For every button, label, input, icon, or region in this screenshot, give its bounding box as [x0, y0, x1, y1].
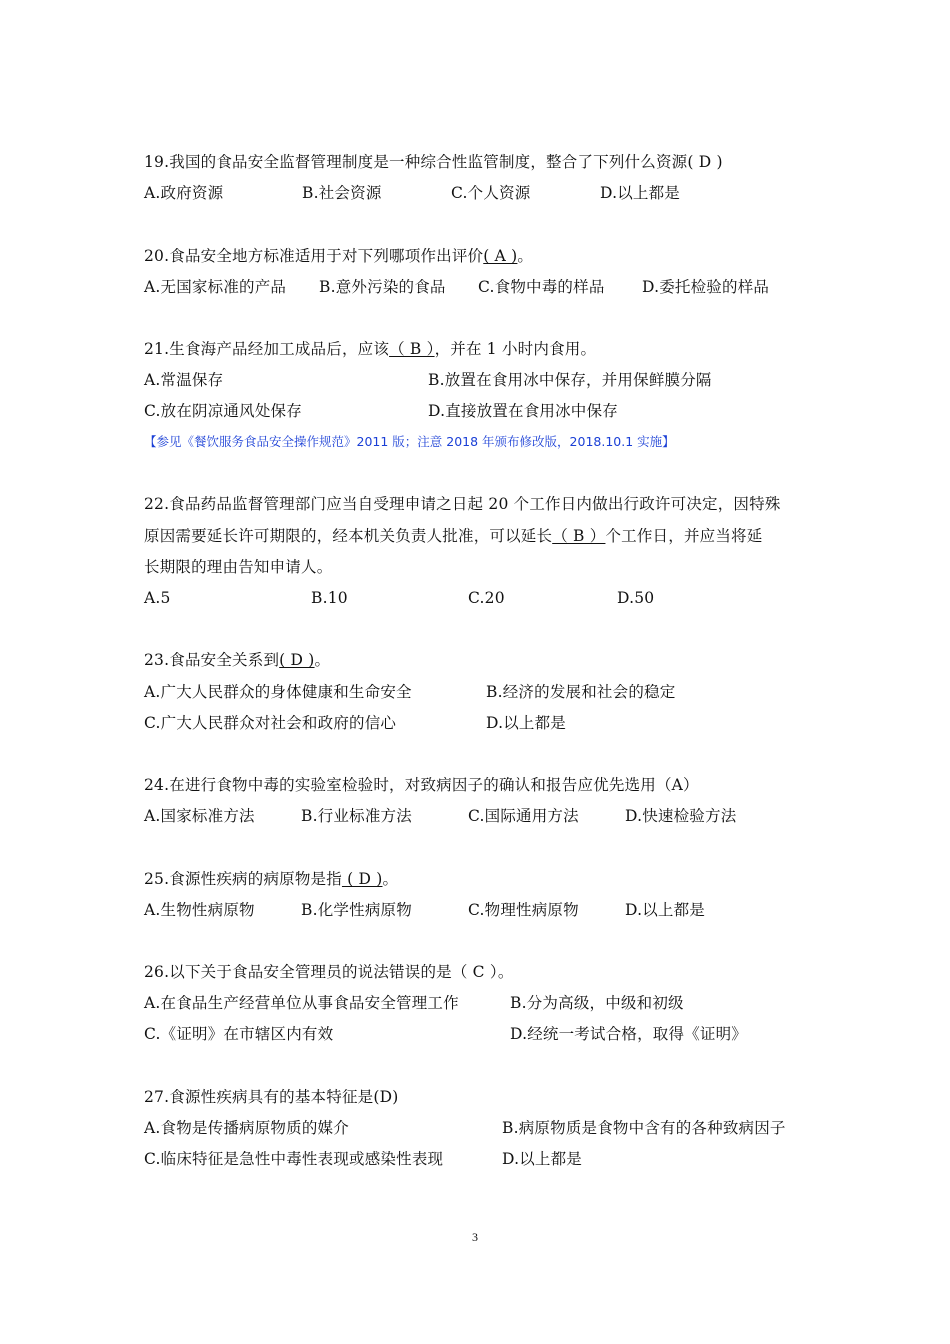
question-22-options [144, 588, 844, 608]
option-a: A.在食品生产经营单位从事食品安全管理工作 [144, 994, 459, 1012]
option-d: D.以上都是 [625, 901, 706, 919]
option-a: A.政府资源 [144, 184, 224, 202]
option-a: A.国家标准方法 [144, 807, 255, 825]
option-d: D.50 [617, 589, 655, 607]
question-22-line3: 长期限的理由告知申请人。 [144, 558, 333, 576]
option-d: D.以上都是 [600, 184, 681, 202]
option-c: C.广大人民群众对社会和政府的信心 [144, 714, 397, 732]
option-c: C.放在阴凉通风处保存 [144, 402, 302, 420]
question-20-stem: 20.食品安全地方标准适用于对下列哪项作出评价( A )。 [144, 247, 534, 265]
option-b: B.社会资源 [302, 184, 382, 202]
option-d: D.经统一考试合格，取得《证明》 [510, 1025, 748, 1043]
option-d: D.直接放置在食用冰中保存 [428, 402, 618, 420]
option-c: C.个人资源 [451, 184, 531, 202]
question-25-options [144, 900, 844, 920]
question-20-options [144, 277, 844, 297]
question-24-stem: 24.在进行食物中毒的实验室检验时，对致病因子的确认和报告应优先选用（A） [144, 776, 699, 794]
option-d: D.以上都是 [502, 1150, 583, 1168]
option-c: C.20 [468, 589, 505, 607]
option-a: A.常温保存 [144, 371, 224, 389]
question-23-options-row2 [144, 713, 844, 733]
option-c: C.临床特征是急性中毒性表现或感染性表现 [144, 1150, 444, 1168]
reference-note: 【参见《餐饮服务食品安全操作规范》2011 版；注意 2018 年颁布修改版，2018.10.1 实施】 [144, 434, 675, 449]
option-c: C.国际通用方法 [468, 807, 579, 825]
question-19-stem: 19.我国的食品安全监督管理制度是一种综合性监管制度，整合了下列什么资源( D ) [144, 153, 723, 171]
question-25-stem: 25.食源性疾病的病原物是指 ( D )。 [144, 870, 399, 888]
option-d: D.以上都是 [486, 714, 567, 732]
option-a: A.生物性病原物 [144, 901, 255, 919]
question-22-answer: （ B ） [552, 527, 606, 545]
option-c: C.《证明》在市辖区内有效 [144, 1025, 334, 1043]
option-d: D.委托检验的样品 [642, 278, 770, 296]
option-a: A.广大人民群众的身体健康和生命安全 [144, 683, 412, 701]
question-27-stem: 27.食源性疾病具有的基本特征是(D) [144, 1088, 399, 1106]
option-b: B.病原物质是食物中含有的各种致病因子 [502, 1119, 786, 1137]
question-24-options [144, 806, 844, 826]
option-b: B.10 [311, 589, 348, 607]
question-26-stem: 26.以下关于食品安全管理员的说法错误的是（ C ）。 [144, 963, 514, 981]
question-26-options-row2 [144, 1024, 844, 1044]
question-21-answer: （ B ） [389, 340, 435, 358]
question-20-answer: ( A ) [483, 247, 518, 265]
question-22-line2: 原因需要延长许可期限的，经本机关负责人批准，可以延长（ B ）个工作日，并应当将延 [144, 527, 763, 545]
option-b: B.化学性病原物 [301, 901, 412, 919]
option-b: B.意外污染的食品 [319, 278, 446, 296]
question-22-line1: 22.食品药品监督管理部门应当自受理申请之日起 20 个工作日内做出行政许可决定，因特殊 [144, 495, 781, 513]
option-c: C.食物中毒的样品 [478, 278, 605, 296]
question-27-options-row1 [144, 1118, 844, 1138]
option-a: A.无国家标准的产品 [144, 278, 287, 296]
option-b: B.放置在食用冰中保存，并用保鲜膜分隔 [428, 371, 712, 389]
question-19-options [144, 183, 844, 203]
option-a: A.5 [144, 589, 171, 607]
question-19-answer: ( D ) [687, 153, 723, 171]
question-23-options-row1 [144, 682, 844, 702]
question-23-answer: ( D ) [279, 651, 315, 669]
option-a: A.食物是传播病原物质的媒介 [144, 1119, 349, 1137]
question-27-options-row2 [144, 1149, 844, 1169]
question-21-stem: 21.生食海产品经加工成品后，应该（ B ），并在 1 小时内食用。 [144, 340, 597, 358]
option-b: B.行业标准方法 [301, 807, 412, 825]
option-b: B.经济的发展和社会的稳定 [486, 683, 676, 701]
question-25-answer: ( D ) [341, 870, 383, 888]
page-number: 3 [472, 1230, 478, 1244]
question-21-options-row1 [144, 370, 844, 390]
option-d: D.快速检验方法 [625, 807, 737, 825]
question-23-stem: 23.食品安全关系到( D )。 [144, 651, 331, 669]
option-b: B.分为高级，中级和初级 [510, 994, 684, 1012]
option-c: C.物理性病原物 [468, 901, 579, 919]
question-26-options-row1 [144, 993, 844, 1013]
question-21-options-row2 [144, 401, 844, 421]
